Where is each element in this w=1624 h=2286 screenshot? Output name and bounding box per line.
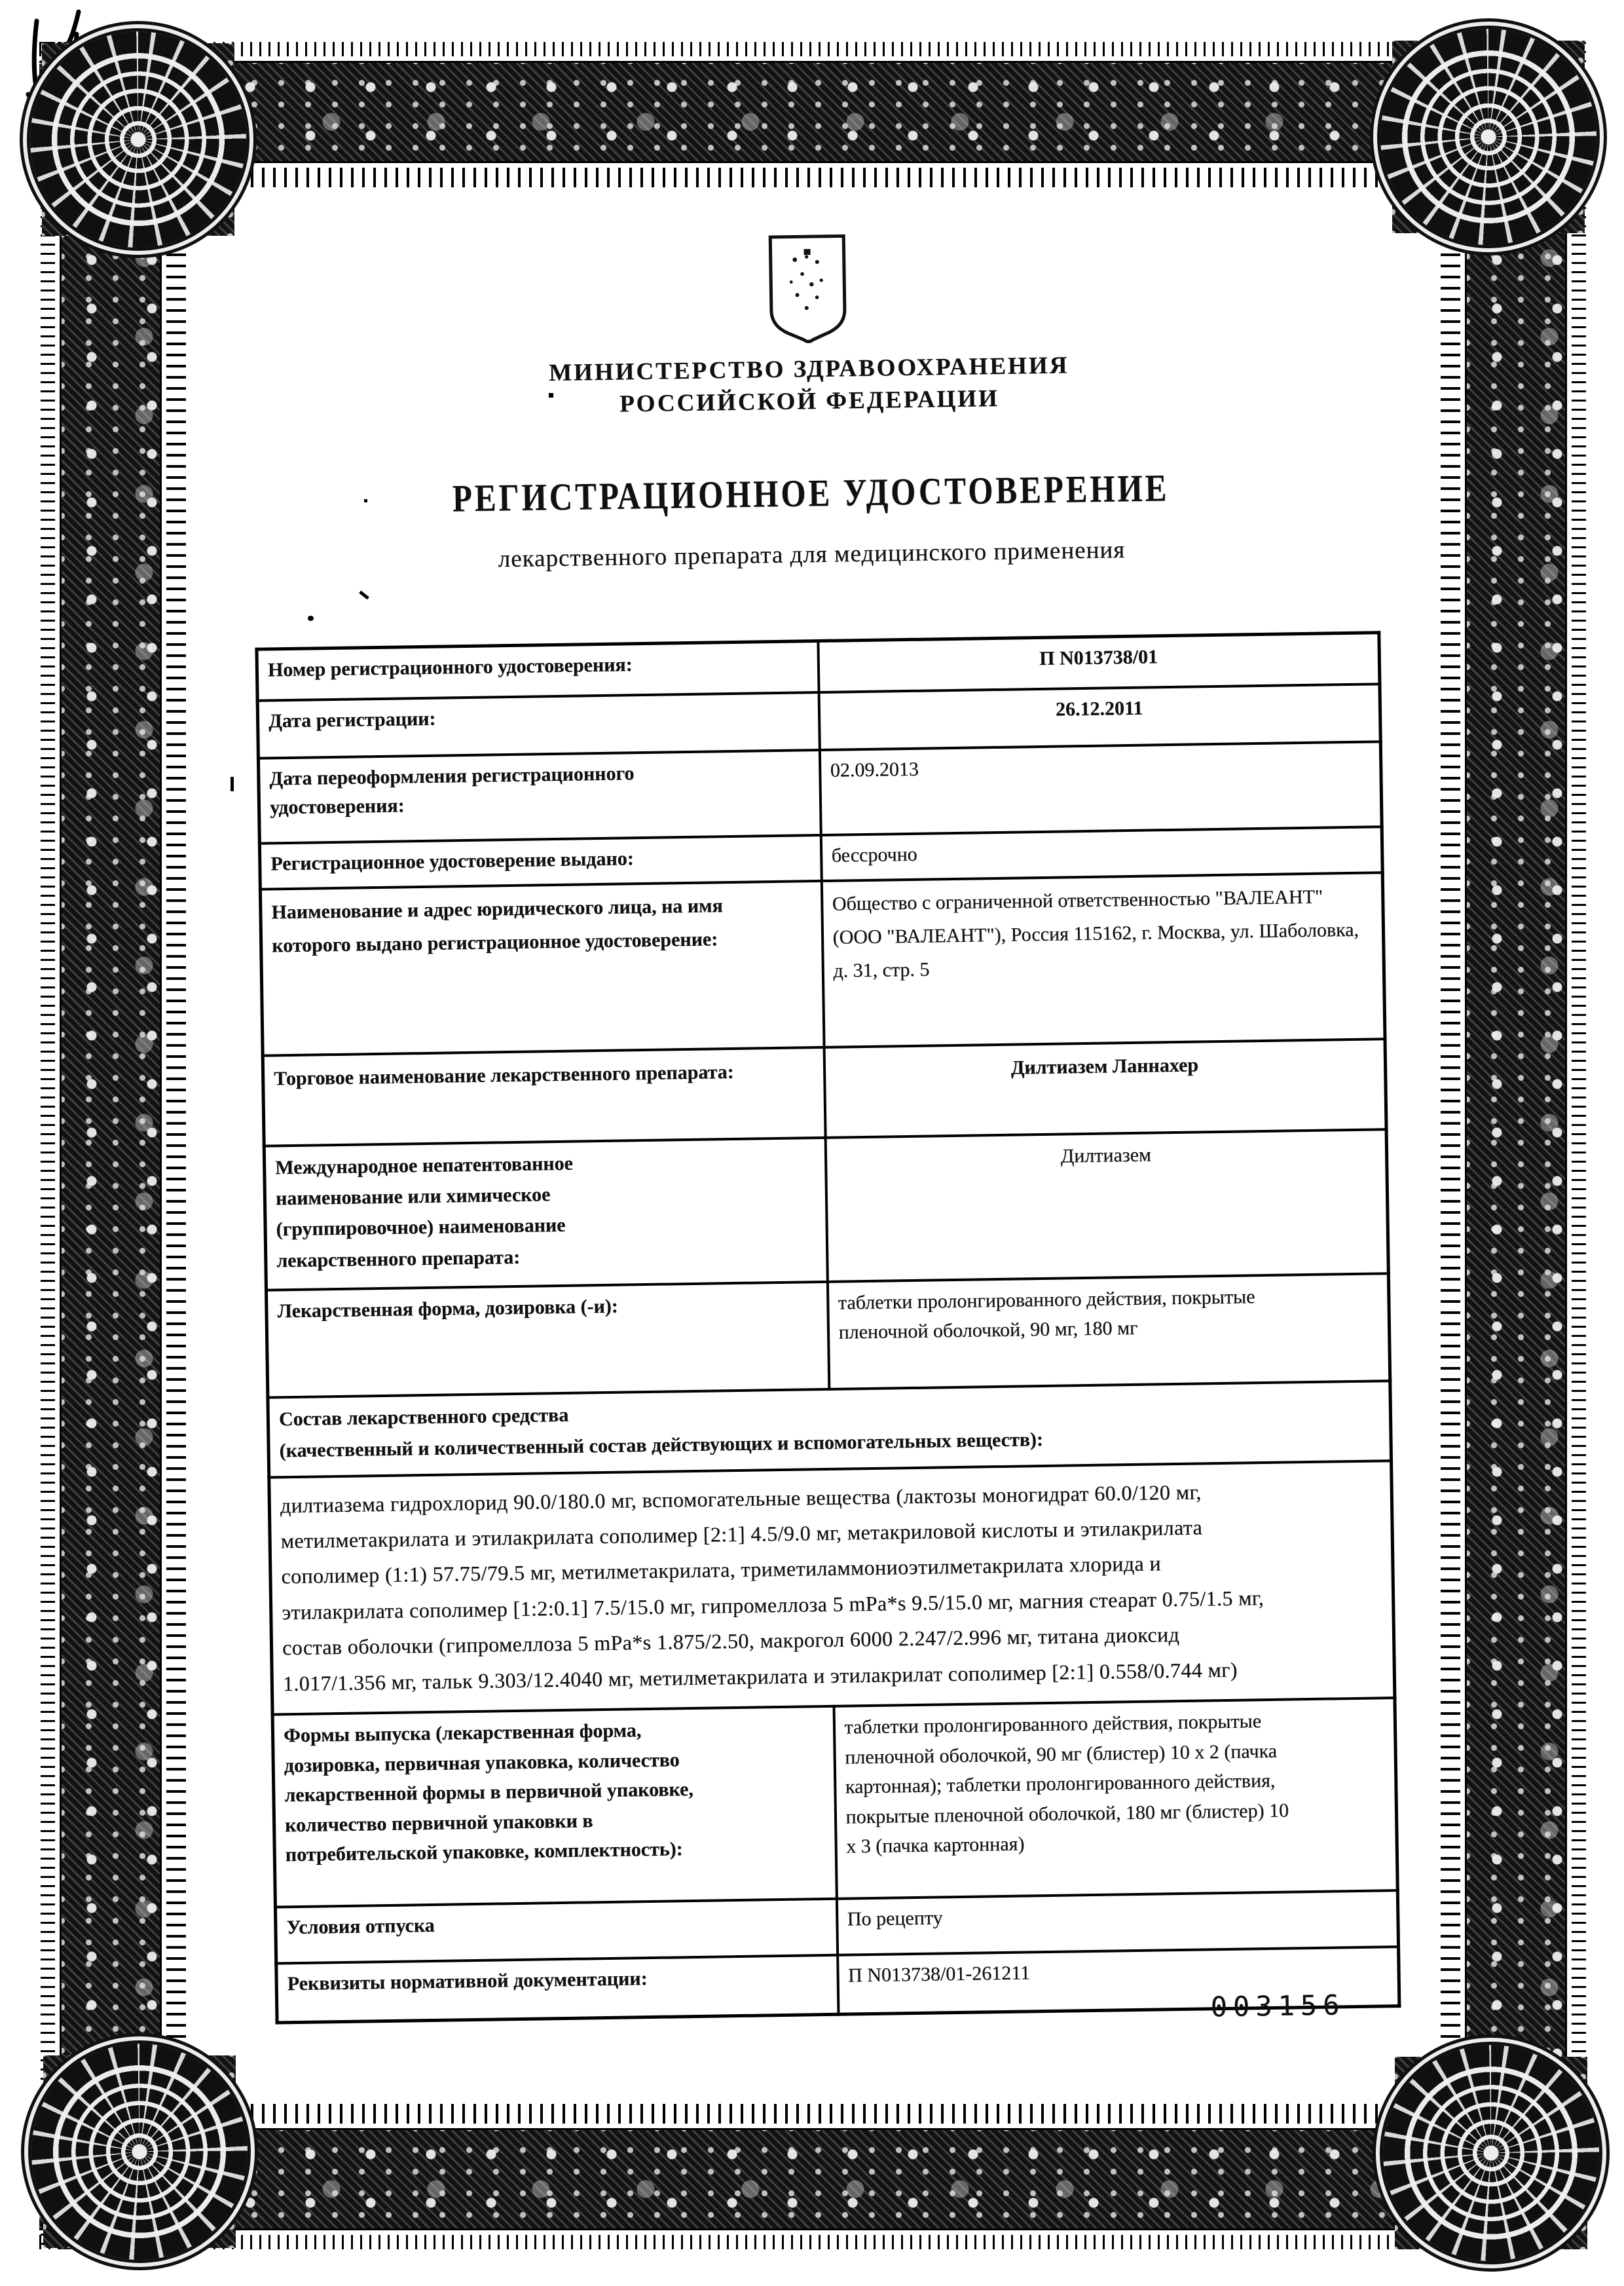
table-row-composition-text bbox=[269, 1461, 1395, 1715]
row-label: Дата регистрации: bbox=[257, 692, 819, 759]
frame-fringe-right-outer bbox=[1572, 42, 1586, 2249]
document-title: РЕГИСТРАЦИОННОЕ УДОСТОВЕРЕНИЕ bbox=[452, 466, 1170, 520]
row-label: Формы выпуска (лекарственная форма, дозировка, первичная упаковка, количество лекарственной формы в первичной упаковке, количество первичной упаковки в потребительской упаковке, комплектность): bbox=[272, 1706, 836, 1907]
table-row bbox=[258, 741, 1382, 843]
row-label: Международное непатентованное наименование или химическое (группировочное) наименование лекарственного препарата: bbox=[264, 1138, 827, 1290]
frame-fringe-bottom-inner bbox=[39, 2104, 1585, 2124]
row-label: Наименование и адрес юридического лица, на имя которого выдано регистрационное удостоверение: bbox=[260, 881, 824, 1056]
frame-ornament-top bbox=[39, 61, 1585, 163]
ministry-line-1: МИНИСТЕРСТВО ЗДРАВООХРАНЕНИЯ bbox=[548, 352, 1069, 387]
row-label: Регистрационное удостоверение выдано: bbox=[259, 835, 821, 890]
ministry-line-2: РОССИЙСКОЙ ФЕДЕРАЦИИ bbox=[619, 384, 1000, 418]
frame-ornament-left bbox=[60, 42, 162, 2249]
table-row bbox=[263, 1039, 1386, 1146]
document-subtitle: лекарственного препарата для медицинского применения bbox=[498, 536, 1126, 572]
frame-fringe-top-outer bbox=[39, 42, 1585, 56]
row-value: П N013738/01 bbox=[818, 632, 1380, 692]
row-value: таблетки пролонгированного действия, покрытые пленочной оболочкой, 90 мг (блистер) 10 х 2 (пачка картонная); таблетки пролонгированного действия, покрытые пленочной оболочкой, 180 мг (блистер) 10 х 3 (пачка картонная) bbox=[834, 1698, 1397, 1899]
row-value: 02.09.2013 bbox=[819, 741, 1382, 835]
frame-fringe-right-inner bbox=[1441, 42, 1460, 2249]
row-value: Общество с ограниченной ответственностью "ВАЛЕАНТ" (ООО "ВАЛЕАНТ"), Россия 115162, г. Москва, ул. Шаболовка, д. 31, стр. 5 bbox=[821, 872, 1385, 1047]
row-value: Дилтиазем Ланнахер bbox=[824, 1039, 1386, 1138]
composition-heading: Состав лекарственного средства bbox=[278, 1404, 569, 1431]
row-value: таблетки пролонгированного действия, покрытые пленочной оболочкой, 90 мг, 180 мг bbox=[827, 1273, 1390, 1389]
frame-border-top bbox=[39, 42, 1585, 187]
row-label: Реквизиты нормативной документации: bbox=[276, 1955, 838, 2023]
rosette-icon bbox=[31, 2044, 248, 2260]
coat-of-arms-icon bbox=[764, 231, 851, 345]
frame-corner-bottom-right bbox=[1383, 2045, 1599, 2261]
frame-ornament-right bbox=[1465, 42, 1567, 2249]
frame-fringe-bottom-outer bbox=[39, 2235, 1585, 2249]
composition-subheading: (качественный и количественный состав действующих и вспомогательных веществ): bbox=[279, 1428, 1044, 1462]
row-value: Дилтиазем bbox=[825, 1129, 1388, 1282]
document-content bbox=[203, 201, 1438, 2079]
frame-fringe-top-inner bbox=[39, 168, 1585, 187]
document-sheet bbox=[210, 210, 1417, 2070]
table-row bbox=[264, 1129, 1388, 1290]
table-row bbox=[272, 1698, 1397, 1907]
registration-table bbox=[255, 631, 1401, 2025]
row-label: Условия отпуска bbox=[275, 1899, 837, 1964]
composition-text: дилтиазема гидрохлорид 90.0/180.0 мг, вспомогательные вещества (лактозы моногидрат 60.0/120 мг, метилметакрилата и этилакрилата сополимер [2:1] 4.5/9.0 мг, метакриловой кислоты и этилакрилата сополимер (1:1) 57.75/79.5 мг, метилметакрилата, триметиламмониоэтилметакрилата хлорида и этилакрилата сополимер [1:2:0.1] 7.5/15.0 мг, гипромеллоза 5 mPa*s 9.5/15.0 мг, магния стеарат 0.75/1.5 мг, состав оболочки (гипромеллоза 5 mPa*s 1.875/2.50, макрогол 6000 2.247/2.996 мг, титана диоксид 1.017/1.356 мг, тальк 9.303/12.4040 мг, метилметакрилата и этилакрилат сополимер [2:1] 0.558/0.744 мг) bbox=[269, 1461, 1395, 1715]
row-label: Дата переоформления регистрационного удостоверения: bbox=[258, 750, 821, 844]
rosette-icon bbox=[1383, 2045, 1599, 2261]
ministry-name bbox=[205, 345, 1413, 426]
frame-border-left bbox=[41, 42, 186, 2249]
frame-fringe-left-inner bbox=[166, 42, 186, 2249]
frame-border-right bbox=[1441, 42, 1586, 2249]
row-label: Номер регистрационного удостоверения: bbox=[257, 641, 819, 700]
row-label: Торговое наименование лекарственного препарата: bbox=[263, 1047, 825, 1146]
row-value: По рецепту bbox=[836, 1890, 1398, 1955]
table-row bbox=[260, 872, 1385, 1055]
frame-ornament-bottom bbox=[39, 2128, 1585, 2230]
table-row bbox=[266, 1273, 1390, 1397]
row-value: бессрочно bbox=[821, 827, 1382, 881]
frame-corner-bottom-left bbox=[31, 2044, 248, 2260]
row-value: П N013738/01-261211 bbox=[838, 1947, 1399, 2014]
frame-border-bottom bbox=[39, 2104, 1585, 2249]
serial-number: 003156 bbox=[1210, 1989, 1346, 2023]
row-value: 26.12.2011 bbox=[819, 684, 1380, 750]
frame-fringe-left-outer bbox=[41, 42, 55, 2249]
row-label: Лекарственная форма, дозировка (-и): bbox=[266, 1282, 828, 1398]
